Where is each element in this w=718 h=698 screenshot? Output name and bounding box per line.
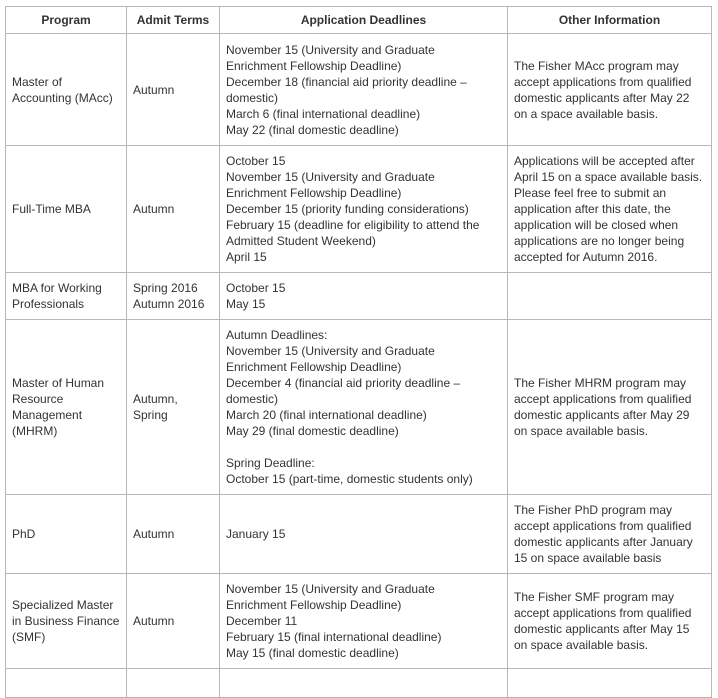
program-cell [6,34,127,146]
header-admit-terms: Admit Terms [127,7,220,34]
admit-term: Spring 2016 [133,281,198,295]
deadline-line: May 15 (final domestic deadline) [226,646,399,660]
program-name: PhD [12,527,36,541]
deadline-line: November 15 (University and Graduate [226,170,435,184]
table-row-mhrm [6,320,712,495]
deadline-line: Spring Deadline: [226,456,315,470]
deadline-line: October 15 (part-time, domestic students only) [226,472,473,486]
deadline-line: Enrichment Fellowship Deadline) [226,598,402,612]
admit-term: Autumn [133,527,175,541]
table-header [6,7,712,34]
deadline-line: Enrichment Fellowship Deadline) [226,360,402,374]
deadline-line: Autumn Deadlines: [226,328,328,342]
table-body [6,34,712,698]
admit-terms-cell [127,320,220,495]
admit-terms-cell [127,574,220,669]
deadline-line: January 15 [226,527,286,541]
program-name: Master of Human Resource Management (MHRM) [12,376,105,438]
deadline-line: Enrichment Fellowship Deadline) [226,58,402,73]
admit-terms-cell [127,495,220,574]
deadline-line: November 15 (University and Graduate [226,42,435,57]
other-info-cell [508,320,712,495]
empty-cell [6,669,127,698]
admit-term: Spring [133,408,168,422]
other-info-text: The Fisher SMF program may accept applications from qualified domestic applicants after May 15 on space available basis. [514,590,692,652]
program-cell [6,320,127,495]
program-deadlines-table [5,6,712,698]
deadline-line: February 15 (final international deadline) [226,630,442,644]
program-name: MBA for Working Professionals [12,281,102,311]
other-info-cell [508,574,712,669]
admit-term: Autumn [133,614,175,628]
program-cell [6,495,127,574]
other-info-cell [508,146,712,273]
empty-cell [220,669,508,698]
deadlines-cell [220,273,508,320]
admit-term: Autumn [133,202,175,216]
deadline-line: May 15 [226,297,266,311]
admit-term: Autumn, [133,392,178,406]
table-row-full-time-mba [6,146,712,273]
deadline-line: Admitted Student Weekend) [226,234,376,248]
other-info-cell [508,34,712,146]
deadline-spacer [226,439,502,455]
other-info-text: The Fisher PhD program may accept applications from qualified domestic applicants after January 15 on space available basis [514,503,693,565]
program-name: Full-Time MBA [12,202,91,216]
deadlines-cell [220,146,508,273]
deadline-line: domestic) [226,90,279,105]
deadline-line: domestic) [226,392,279,406]
deadline-line: Enrichment Fellowship Deadline) [226,186,402,200]
admit-term: Autumn 2016 [133,297,205,311]
deadlines-cell [220,320,508,495]
header-program: Program [6,7,127,34]
deadline-line: October 15 [226,154,286,168]
deadline-line: November 15 (University and Graduate [226,582,435,596]
deadline-line: November 15 (University and Graduate [226,344,435,358]
admit-term: Autumn [133,82,175,97]
table-row-mba-working-professionals [6,273,712,320]
program-cell [6,146,127,273]
program-cell [6,273,127,320]
table-row-cutoff [6,669,712,698]
table-row-macc [6,34,712,146]
deadline-line: October 15 [226,281,286,295]
empty-cell [127,669,220,698]
deadline-line: December 18 (financial aid priority deadline – [226,74,467,89]
other-info-cell [508,495,712,574]
program-name: Specialized Master in Business Finance (SMF) [12,598,120,644]
admit-terms-cell [127,146,220,273]
table-row-phd [6,495,712,574]
header-other-information: Other Information [508,7,712,34]
deadline-line: February 15 (deadline for eligibility to attend the [226,218,480,232]
deadlines-cell [220,34,508,146]
program-name: Master of Accounting (MAcc) [12,74,113,105]
header-application-deadlines: Application Deadlines [220,7,508,34]
other-info-text: The Fisher MHRM program may accept applications from qualified domestic applicants after May 29 on space available basis. [514,376,692,438]
deadlines-cell [220,495,508,574]
deadline-line: March 6 (final international deadline) [226,106,421,121]
deadline-line: December 15 (priority funding considerations) [226,202,469,216]
deadlines-cell [220,574,508,669]
other-info-text: Applications will be accepted after April 15 on a space available basis. Please feel free to submit an application after this date, the application will be closed when applications are no longer being accepted for Autumn 2016. [514,154,703,264]
other-info-cell [508,273,712,320]
table-row-smf [6,574,712,669]
other-info-text: The Fisher MAcc program may accept applications from qualified domestic applicants after May 22 on a space available basis. [514,58,692,121]
deadline-line: April 15 [226,250,267,264]
program-cell [6,574,127,669]
deadline-line: May 22 (final domestic deadline) [226,122,399,137]
empty-cell [508,669,712,698]
deadline-line: December 4 (financial aid priority deadline – [226,376,461,390]
deadline-line: May 29 (final domestic deadline) [226,424,399,438]
header-row [6,7,712,34]
admit-terms-cell [127,34,220,146]
deadline-line: March 20 (final international deadline) [226,408,427,422]
deadline-line: December 11 [226,614,298,628]
admit-terms-cell [127,273,220,320]
